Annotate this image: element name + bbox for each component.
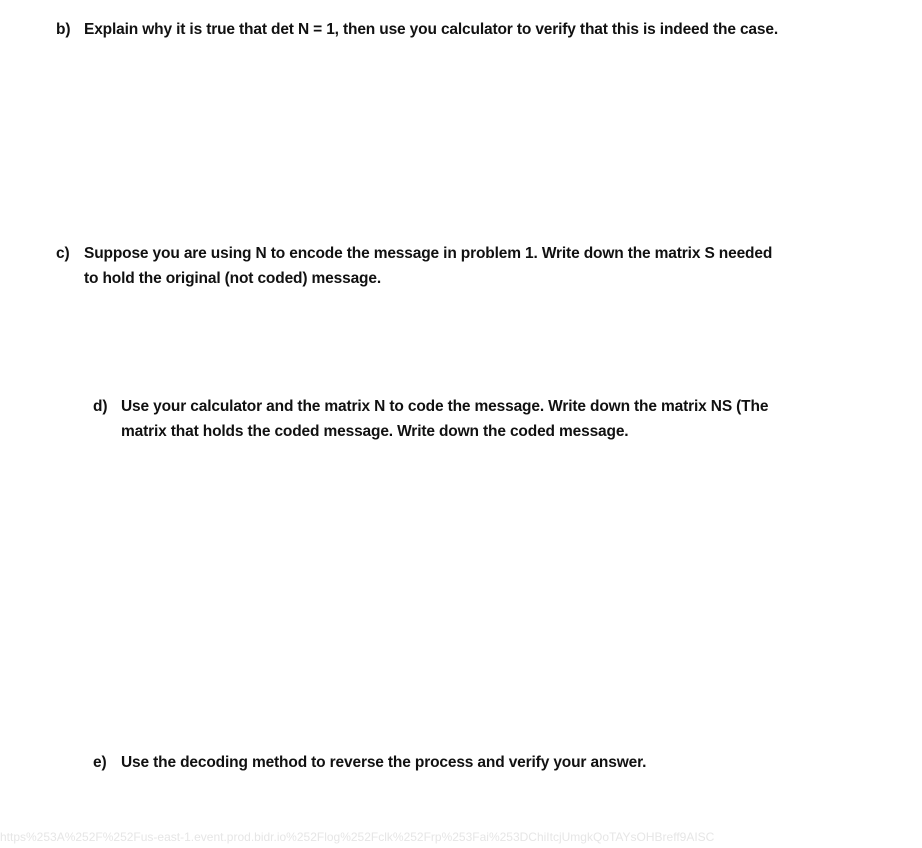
question-d — [93, 394, 768, 444]
question-e-label: e) — [93, 754, 107, 771]
question-b-line-1: Explain why it is true that det N = 1, then use you calculator to verify that this is indeed the case. — [84, 21, 778, 38]
question-c-label: c) — [56, 245, 70, 262]
question-e-line-1: Use the decoding method to reverse the process and verify your answer. — [121, 754, 647, 771]
question-e — [93, 750, 646, 775]
question-d-label: d) — [93, 398, 108, 415]
question-b — [56, 17, 778, 42]
url-watermark: https%253A%252F%252Fus-east-1.event.prod.bidr.io%252Flog%252Fclk%252Frp%253Fai%253DChiItcjUmgkQoTAYsOHBreff9AISC — [0, 830, 715, 844]
question-d-line-2: matrix that holds the coded message. Write down the coded message. — [121, 423, 629, 440]
question-c — [56, 241, 772, 291]
question-c-line-1: Suppose you are using N to encode the message in problem 1. Write down the matrix S needed — [84, 245, 773, 262]
question-c-line-2: to hold the original (not coded) message. — [84, 270, 381, 287]
question-b-label: b) — [56, 21, 71, 38]
question-d-line-1: Use your calculator and the matrix N to code the message. Write down the matrix NS (The — [121, 398, 769, 415]
